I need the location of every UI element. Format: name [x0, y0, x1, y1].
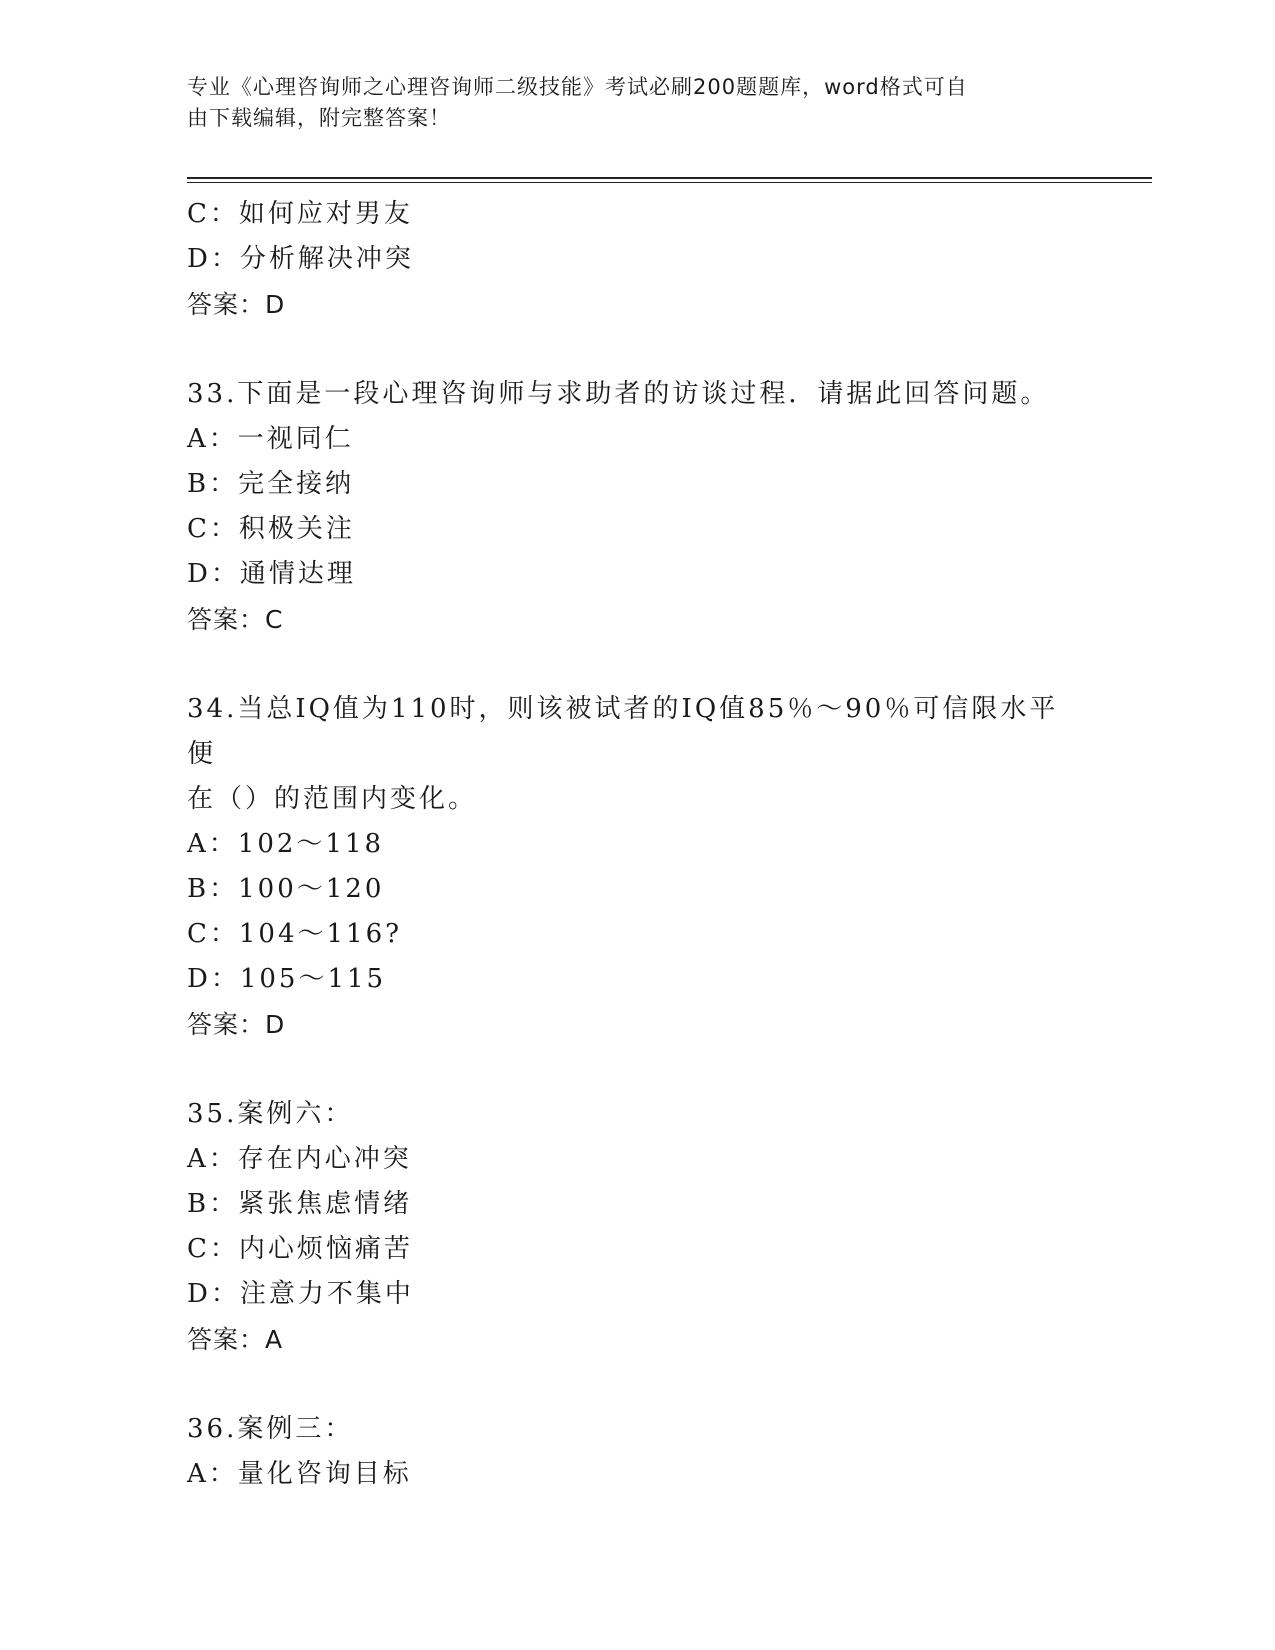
option-b: B：紧张焦虑情绪	[187, 1189, 413, 1219]
answer-line: 答案：D	[187, 290, 286, 319]
option-b: B：完全接纳	[187, 469, 355, 499]
option-c: C：内心烦恼痛苦	[187, 1234, 413, 1264]
option-d: D：通情达理	[187, 559, 356, 589]
option-b: B：100～120	[187, 874, 385, 904]
option-d: D：分析解决冲突	[187, 244, 414, 274]
header-line-2: 由下载编辑，附完整答案！	[187, 106, 451, 130]
option-a: A：量化咨询目标	[187, 1459, 412, 1489]
option-c: C：如何应对男友	[187, 199, 413, 229]
question-33	[187, 372, 1087, 642]
question-stem: 35.案例六：	[187, 1099, 354, 1129]
option-c: C：104～116?	[187, 919, 403, 949]
option-d: D：注意力不集中	[187, 1279, 414, 1309]
header-divider-thick	[187, 177, 1152, 179]
header-divider-thin	[187, 182, 1152, 183]
answer-line: 答案：C	[187, 605, 284, 634]
answer-line: 答案：A	[187, 1325, 284, 1354]
question-list	[187, 192, 1087, 1542]
header-line-1: 专业《心理咨询师之心理咨询师二级技能》考试必刷200题题库，word格式可自	[187, 75, 968, 99]
option-c: C：积极关注	[187, 514, 355, 544]
question-36	[187, 1407, 1087, 1497]
option-d: D：105～115	[187, 964, 387, 994]
question-stem: 34.当总IQ值为110时，则该被试者的IQ值85％～90％可信限水平便	[187, 694, 1059, 769]
carryover-question	[187, 192, 1087, 327]
option-a: A：一视同仁	[187, 424, 354, 454]
question-stem: 33.下面是一段心理咨询师与求助者的访谈过程．请据此回答问题。	[187, 379, 1050, 409]
question-34	[187, 687, 1087, 1047]
option-a: A：102～118	[187, 829, 385, 859]
document-header	[187, 72, 1067, 134]
option-a: A：存在内心冲突	[187, 1144, 412, 1174]
question-stem: 36.案例三：	[187, 1414, 354, 1444]
answer-line: 答案：D	[187, 1010, 286, 1039]
question-35	[187, 1092, 1087, 1362]
question-stem-continued: 在（）的范围内变化。	[187, 784, 478, 814]
